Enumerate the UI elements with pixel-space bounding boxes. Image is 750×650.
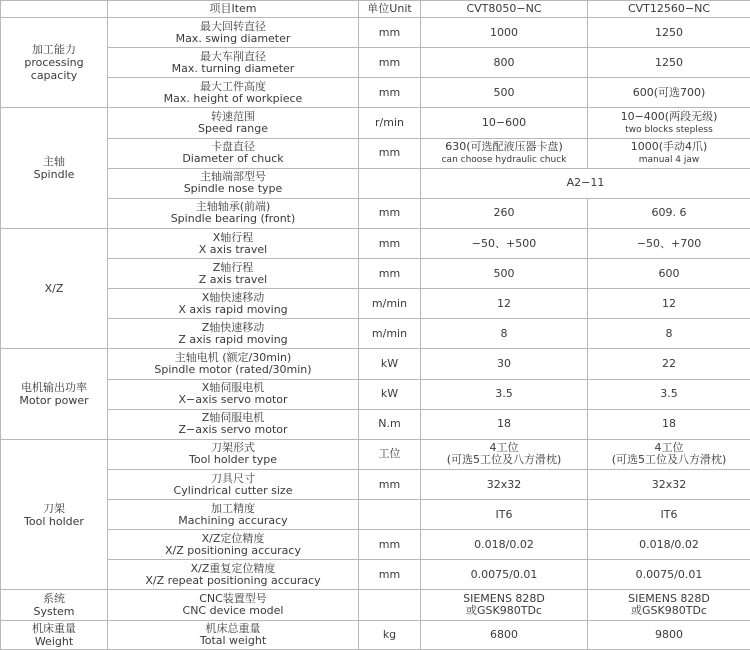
unit-cell	[359, 168, 421, 198]
item-cell	[108, 108, 359, 138]
item-label-en: X axis rapid moving	[178, 302, 288, 316]
item-cell	[108, 590, 359, 620]
value-cell-cvt8050	[421, 48, 588, 78]
value-text: 0.0075/0.01	[470, 567, 538, 581]
section-label	[1, 620, 108, 649]
item-label-cn: 主轴轴承(前端)	[195, 200, 271, 214]
section-label	[1, 108, 108, 229]
item-cell	[108, 228, 359, 258]
unit-cell: kg	[359, 620, 421, 649]
value-cell-cvt12560	[588, 409, 750, 439]
value-cell-cvt8050	[421, 259, 588, 289]
value-text: 32x32	[651, 477, 687, 491]
item-label-en: Spindle motor (rated/30min)	[154, 363, 312, 377]
spec-row	[1, 198, 750, 228]
value-cell-cvt12560	[588, 620, 750, 649]
value-text: (可选5工位及八方滑枕)	[611, 453, 727, 467]
item-label-cn: X/Z重复定位精度	[190, 561, 276, 575]
value-cell-cvt8050	[421, 379, 588, 409]
item-label-en: X−axis servo motor	[178, 393, 288, 407]
value-cell-cvt8050	[421, 560, 588, 590]
item-cell	[108, 500, 359, 530]
item-cell	[108, 349, 359, 379]
value-cell-cvt12560	[588, 138, 750, 168]
value-cell-cvt8050	[421, 228, 588, 258]
value-text: 3.5	[495, 387, 513, 401]
item-label-en: X axis travel	[198, 242, 268, 256]
item-cell	[108, 560, 359, 590]
item-cell	[108, 319, 359, 349]
spec-row	[1, 409, 750, 439]
unit-cell	[359, 500, 421, 530]
item-cell	[108, 469, 359, 499]
item-label-en: Tool holder type	[189, 453, 277, 467]
value-text: 600	[658, 266, 680, 280]
value-text: 18	[497, 417, 511, 431]
section-label-cn: 加工能力	[32, 43, 76, 57]
value-cell-cvt12560	[588, 500, 750, 530]
spec-row	[1, 259, 750, 289]
item-cell	[108, 198, 359, 228]
item-label-en: Diameter of chuck	[182, 152, 284, 166]
value-text: 1250	[655, 55, 683, 69]
value-text: 1000	[490, 25, 518, 39]
spec-row	[1, 18, 750, 48]
header-unit: 单位Unit	[359, 1, 421, 18]
spec-row	[1, 168, 750, 198]
section-label-en: Motor power	[19, 394, 89, 408]
item-label-en: Max. turning diameter	[171, 61, 295, 75]
item-label-cn: 主轴端部型号	[200, 170, 266, 184]
section-label-en: capacity	[30, 69, 78, 83]
value-text: 0.018/0.02	[639, 537, 699, 551]
spec-row	[1, 439, 750, 469]
item-label-cn: 转速范围	[211, 110, 255, 124]
spec-row	[1, 590, 750, 620]
unit-cell: 工位	[359, 439, 421, 469]
item-cell	[108, 48, 359, 78]
unit-cell	[359, 590, 421, 620]
value-text: SIEMENS 828D	[628, 592, 710, 606]
item-cell	[108, 18, 359, 48]
spec-row	[1, 78, 750, 108]
value-text: IT6	[660, 507, 678, 521]
value-text: 1250	[655, 25, 683, 39]
spec-row	[1, 500, 750, 530]
spec-row	[1, 620, 750, 649]
item-label-en: Spindle bearing (front)	[170, 212, 296, 226]
item-label-en: X/Z positioning accuracy	[165, 543, 301, 557]
section-label-cn: X/Z	[44, 282, 64, 296]
item-label-en: Z axis travel	[198, 272, 268, 286]
value-text: 8	[500, 326, 508, 340]
value-cell-cvt12560	[588, 439, 750, 469]
spec-row	[1, 228, 750, 258]
section-label-cn: 系统	[43, 592, 65, 606]
item-label-cn: 最大回转直径	[200, 19, 266, 33]
value-text: 32x32	[486, 477, 522, 491]
value-text: 10−400(两段无级)	[620, 110, 718, 124]
value-cell-cvt8050	[421, 138, 588, 168]
value-cell-cvt12560	[588, 48, 750, 78]
item-label-en: Speed range	[198, 122, 268, 136]
item-label-cn: X轴伺服电机	[201, 381, 265, 395]
unit-cell: mm	[359, 259, 421, 289]
item-label-en: Z axis rapid moving	[178, 332, 288, 346]
spec-row	[1, 530, 750, 560]
value-text: (可选5工位及八方滑枕)	[446, 453, 562, 467]
item-label-en: Spindle nose type	[183, 182, 283, 196]
value-cell-cvt8050	[421, 500, 588, 530]
section-label-en: Tool holder	[24, 514, 84, 528]
value-cell-cvt8050	[421, 18, 588, 48]
unit-cell: mm	[359, 18, 421, 48]
value-text: 0.018/0.02	[474, 537, 534, 551]
value-text: −50、+700	[636, 236, 702, 250]
header-row	[1, 1, 750, 18]
section-label-en: Spindle	[33, 168, 75, 182]
spec-row	[1, 349, 750, 379]
value-cell-cvt12560	[588, 560, 750, 590]
item-label-cn: CNC装置型号	[199, 592, 267, 606]
spec-row	[1, 319, 750, 349]
unit-cell: mm	[359, 228, 421, 258]
value-text: IT6	[495, 507, 513, 521]
value-cell-shared: A2−11	[421, 168, 750, 198]
value-text: 260	[493, 206, 515, 220]
header-model: CVT12560−NC	[588, 1, 750, 18]
value-cell-cvt8050	[421, 108, 588, 138]
value-text: 12	[662, 296, 676, 310]
unit-cell: mm	[359, 48, 421, 78]
value-cell-cvt8050	[421, 319, 588, 349]
unit-cell: mm	[359, 560, 421, 590]
value-text: 4工位	[489, 441, 519, 455]
item-label-en: Machining accuracy	[178, 513, 288, 527]
spec-row	[1, 138, 750, 168]
value-cell-cvt12560	[588, 319, 750, 349]
value-cell-cvt8050	[421, 349, 588, 379]
value-text: 500	[493, 85, 515, 99]
section-label-en: System	[33, 605, 75, 619]
section-label-en: Weight	[34, 634, 74, 648]
item-label-en: Max. swing diameter	[175, 31, 291, 45]
spec-row	[1, 379, 750, 409]
value-cell-cvt12560	[588, 108, 750, 138]
value-cell-cvt12560	[588, 289, 750, 319]
value-text: 0.0075/0.01	[635, 567, 703, 581]
value-text: 18	[662, 417, 676, 431]
item-cell	[108, 439, 359, 469]
value-text: 12	[497, 296, 511, 310]
value-cell-cvt8050	[421, 198, 588, 228]
value-cell-cvt8050	[421, 409, 588, 439]
item-label-cn: X/Z定位精度	[201, 531, 265, 545]
value-text: 1000(手动4爪)	[630, 140, 708, 154]
item-cell	[108, 259, 359, 289]
item-label-cn: X轴行程	[212, 230, 254, 244]
value-text: 630(可选配液压器卡盘)	[445, 140, 563, 154]
unit-cell: N.m	[359, 409, 421, 439]
value-cell-cvt12560	[588, 259, 750, 289]
section-label	[1, 590, 108, 620]
section-label-cn: 刀架	[43, 501, 65, 515]
section-label-cn: 电机输出功率	[21, 381, 87, 395]
unit-cell: m/min	[359, 319, 421, 349]
item-label-cn: 卡盘直径	[211, 140, 255, 154]
item-cell	[108, 289, 359, 319]
item-label-cn: Z轴行程	[212, 260, 254, 274]
value-cell-cvt8050	[421, 78, 588, 108]
value-cell-cvt8050	[421, 590, 588, 620]
item-label-cn: Z轴伺服电机	[201, 411, 265, 425]
item-label-cn: 机床总重量	[205, 621, 261, 635]
value-text: −50、+500	[471, 236, 537, 250]
section-label-cn: 主轴	[43, 155, 65, 169]
value-text: 30	[497, 357, 511, 371]
unit-cell: mm	[359, 138, 421, 168]
item-cell	[108, 78, 359, 108]
value-cell-cvt12560	[588, 198, 750, 228]
unit-cell: kW	[359, 379, 421, 409]
value-cell-cvt12560	[588, 590, 750, 620]
value-text: manual 4 jaw	[638, 155, 700, 166]
unit-cell: r/min	[359, 108, 421, 138]
section-label	[1, 228, 108, 349]
item-label-en: Z−axis servo motor	[178, 423, 288, 437]
value-cell-cvt12560	[588, 469, 750, 499]
value-text: 800	[493, 55, 515, 69]
section-label-en: processing	[24, 56, 84, 70]
value-text: 或GSK980TDc	[631, 604, 707, 618]
value-text: 22	[662, 357, 676, 371]
value-text: can choose hydraulic chuck	[441, 155, 567, 166]
unit-cell: mm	[359, 198, 421, 228]
value-cell-cvt12560	[588, 349, 750, 379]
item-label-en: CNC device model	[182, 604, 284, 618]
spec-row	[1, 48, 750, 78]
section-label	[1, 349, 108, 439]
value-cell-cvt8050	[421, 469, 588, 499]
value-text: 600(可选700)	[632, 85, 706, 99]
section-label	[1, 18, 108, 108]
item-label-cn: 刀架形式	[211, 441, 255, 455]
unit-cell: mm	[359, 78, 421, 108]
spec-row	[1, 108, 750, 138]
spec-row	[1, 289, 750, 319]
item-cell	[108, 138, 359, 168]
item-label-cn: 主轴电机 (额定/30min)	[174, 351, 292, 365]
item-label-cn: Z轴快速移动	[201, 320, 265, 334]
value-text: 8	[665, 326, 673, 340]
value-cell-cvt8050	[421, 289, 588, 319]
item-cell	[108, 168, 359, 198]
value-cell-cvt12560	[588, 379, 750, 409]
value-text: SIEMENS 828D	[463, 592, 545, 606]
header-item: 项目Item	[108, 1, 359, 18]
value-text: 4工位	[654, 441, 684, 455]
value-cell-cvt8050	[421, 620, 588, 649]
item-cell	[108, 620, 359, 649]
value-cell-cvt12560	[588, 530, 750, 560]
item-label-cn: X轴快速移动	[201, 290, 265, 304]
item-label-cn: 最大工件高度	[200, 79, 266, 93]
value-text: 3.5	[660, 387, 678, 401]
value-text: 或GSK980TDc	[466, 604, 542, 618]
item-label-cn: 加工精度	[211, 501, 255, 515]
header-blank	[1, 1, 108, 18]
item-cell	[108, 379, 359, 409]
value-text: 10−600	[481, 116, 527, 130]
value-text: 9800	[655, 627, 683, 641]
value-text: two blocks stepless	[625, 125, 713, 136]
value-cell-cvt12560	[588, 78, 750, 108]
value-text: 609. 6	[651, 206, 687, 220]
value-text: 6800	[490, 627, 518, 641]
item-label-en: X/Z repeat positioning accuracy	[145, 573, 321, 587]
item-label-cn: 刀具尺寸	[211, 471, 255, 485]
spec-row	[1, 469, 750, 499]
item-label-en: Max. height of workpiece	[163, 91, 303, 105]
value-text: 500	[493, 266, 515, 280]
value-cell-cvt8050	[421, 439, 588, 469]
section-label-cn: 机床重量	[32, 621, 76, 635]
section-label	[1, 439, 108, 590]
item-label-en: Cylindrical cutter size	[173, 483, 293, 497]
header-model: CVT8050−NC	[421, 1, 588, 18]
value-cell-cvt8050	[421, 530, 588, 560]
item-cell	[108, 409, 359, 439]
spec-row	[1, 560, 750, 590]
value-cell-cvt12560	[588, 18, 750, 48]
item-cell	[108, 530, 359, 560]
unit-cell: m/min	[359, 289, 421, 319]
item-label-cn: 最大车削直径	[200, 49, 266, 63]
unit-cell: mm	[359, 530, 421, 560]
item-label-en: Total weight	[199, 633, 267, 647]
value-cell-cvt12560	[588, 228, 750, 258]
unit-cell: mm	[359, 469, 421, 499]
unit-cell: kW	[359, 349, 421, 379]
